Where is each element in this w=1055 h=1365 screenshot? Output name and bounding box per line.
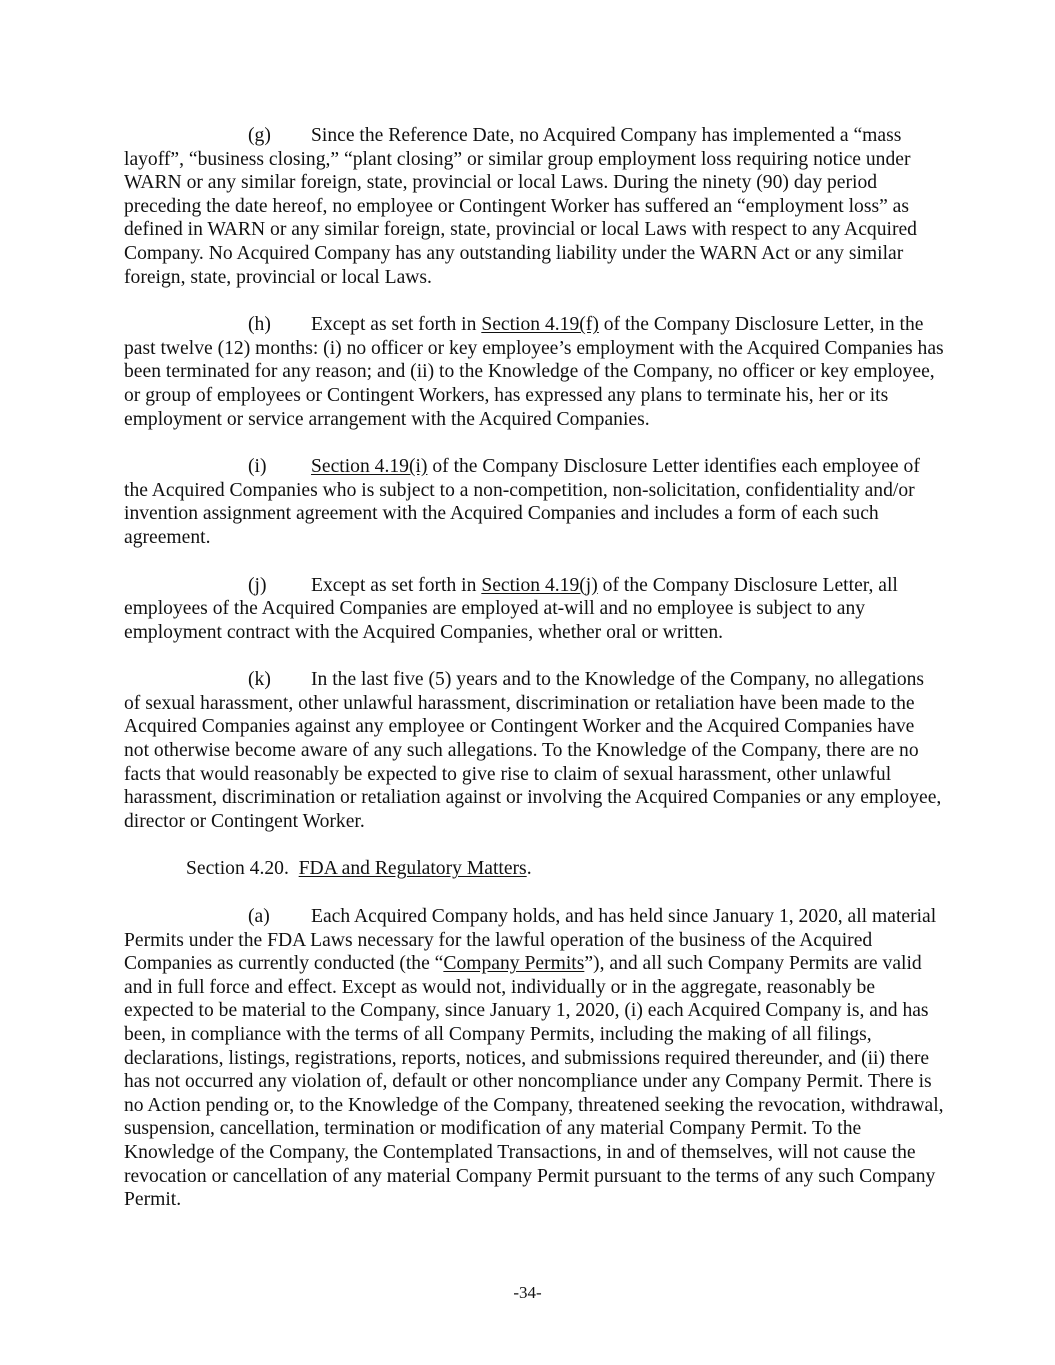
paragraph-text: In the last five (5) years and to the Knowledge of the Company, no allegations of sexual harassment, other unlawful harassment, discrimination or retaliation have been made to the Acquired Companies against any employee or Contingent Worker and the Acquired Companies have not otherwise become aware of any such allegations. To the Knowledge of the Company, there are no facts that would reasonably be expected to give rise to claim of sexual harassment, other unlawful harassment, discrimination or retaliation against or involving the Acquired Companies or any employee, director or Contingent Worker. <box>124 669 942 832</box>
section-reference: Section 4.19(i) <box>311 456 428 478</box>
paragraph-g <box>124 124 944 289</box>
paragraph-text: of the Company Disclosure Letter, all employees of the Acquired Companies are employed at-will and no employee is subject to any employment contract with the Acquired Companies, whether oral or written. <box>124 574 898 643</box>
paragraph-k <box>124 668 944 833</box>
document-page <box>124 124 944 1236</box>
paragraph-text: ”), and all such Company Permits are valid and in full force and effect. Except as would not, individually or in the aggregate, reasonably be expected to be material to the Company, since January 1, 2020, (i) each Acquired Company is, and has been, in compliance with the terms of all Company Permits, including the making of all filings, declarations, listings, registrations, reports, notices, and submissions required thereunder, and (ii) there has not occurred any violation of, default or other noncompliance under any Company Permit. There is no Action pending or, to the Knowledge of the Company, threatened seeking the revocation, withdrawal, suspension, cancellation, termination or modification of any material Company Permit. To the Knowledge of the Company, the Contemplated Transactions, in and of themselves, will not cause the revocation or cancellation of any material Company Permit pursuant to the terms of any such Company Permit. <box>124 953 944 1211</box>
page-number: -34- <box>513 1283 542 1302</box>
section-number: Section 4.20. <box>186 858 289 880</box>
paragraph-label: (h) <box>248 314 271 336</box>
section-title-suffix: . <box>526 858 532 880</box>
section-reference: Section 4.19(f) <box>481 314 599 336</box>
paragraph-label: (k) <box>248 669 271 691</box>
paragraph-text: Except as set forth in <box>311 574 482 596</box>
paragraph-text: Each Acquired Company holds, and has held since January 1, 2020, all material Permits under the FDA Laws necessary for the lawful operation of the business of the Acquired Companies as currently conducted (the “ <box>124 906 937 975</box>
paragraph-text: Since the Reference Date, no Acquired Company has implemented a “mass layoff”, “business closing,” “plant closing” or similar group employment loss requiring notice under WARN or any similar foreign, state, provincial or local Laws. During the ninety (90) day period preceding the date hereof, no employee or Contingent Worker has suffered an “employment loss” as defined in WARN or any similar foreign, state, provincial or local Laws with respect to any Acquired Company. No Acquired Company has any outstanding liability under the WARN Act or any similar foreign, state, provincial or local Laws. <box>124 125 917 288</box>
paragraph-text: of the Company Disclosure Letter, in the past twelve (12) months: (i) no officer or key employee’s employment with the Acquired Companies has been terminated for any reason; and (ii) to the Knowledge of the Company, no officer or key employee, or group of employees or Contingent Workers, has expressed any plans to terminate his, her or its employment or service arrangement with the Acquired Companies. <box>124 314 944 430</box>
paragraph-label: (a) <box>248 906 270 928</box>
paragraph-text: Except as set forth in <box>311 314 482 336</box>
section-reference: Section 4.19(j) <box>481 574 598 596</box>
paragraph-h <box>124 313 944 431</box>
section-heading <box>186 857 944 881</box>
paragraph-label: (j) <box>248 574 267 596</box>
defined-term: Company Permits <box>443 953 585 975</box>
paragraph-label: (g) <box>248 125 271 146</box>
paragraph-420-a <box>124 905 944 1212</box>
paragraph-i <box>124 455 944 549</box>
paragraph-j <box>124 574 944 645</box>
paragraph-text: of the Company Disclosure Letter identifies each employee of the Acquired Companies who is subject to a non-competition, non-solicitation, confidentiality and/or invention assignment agreement with the Acquired Companies and includes a form of each such agreement. <box>124 456 920 548</box>
section-title: FDA and Regulatory Matters <box>298 858 527 880</box>
paragraph-label: (i) <box>248 456 267 478</box>
